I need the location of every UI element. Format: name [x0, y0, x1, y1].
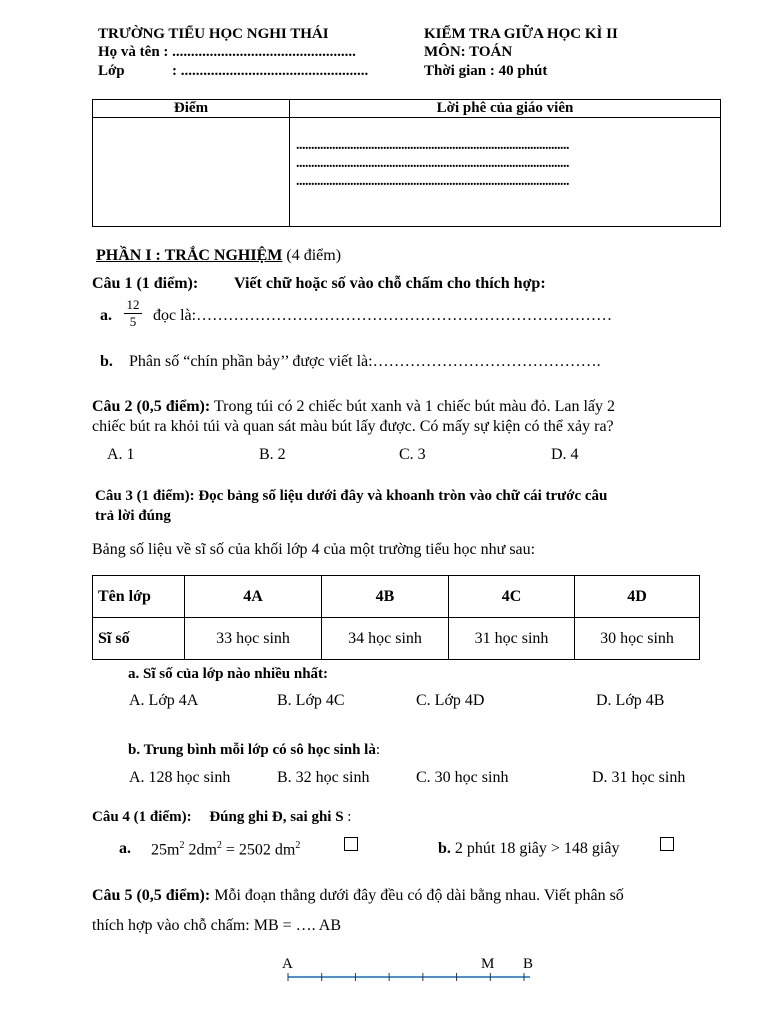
q2-text2: chiếc bút ra khỏi túi và quan sát màu bút lấy được. Có mấy sự kiện có thể xảy ra?: [92, 418, 614, 435]
table-cell: Tên lớp: [93, 576, 185, 618]
score-table: [92, 99, 721, 227]
q4-a-part1: 25m: [151, 841, 180, 859]
q3-b-option-d: D. 31 học sinh: [592, 769, 686, 786]
table-cell: 4A: [185, 576, 322, 618]
table-cell: 31 học sinh: [449, 618, 575, 660]
q4-b-label: b.: [438, 840, 451, 857]
q4-a-label: a.: [119, 840, 131, 857]
class-label: Lớp: [98, 63, 125, 79]
subject: MÔN: TOÁN: [424, 44, 513, 60]
q4-heading: [92, 809, 351, 826]
q2-option-d: D. 4: [551, 446, 579, 463]
q2-label: Câu 2 (0,5 điểm):: [92, 398, 211, 415]
point-label-b: B: [523, 956, 534, 972]
q4-label: Câu 4 (1 điểm):: [92, 809, 192, 825]
q4-a-statement: [151, 840, 300, 859]
table-row: [93, 576, 700, 618]
q4-a-part2: 2dm: [184, 841, 217, 859]
q1-a-text: đọc là:……………………………………………………………………: [153, 307, 613, 324]
q5-line1: [92, 887, 624, 905]
class-dots: : ..................................................: [172, 63, 369, 79]
superscript: 2: [179, 840, 185, 851]
q1-label: Câu 1 (1 điểm):: [92, 275, 199, 292]
table-cell: 4D: [575, 576, 700, 618]
q1-b-label: b.: [100, 353, 113, 370]
q1-a-fraction: [124, 298, 142, 329]
table-cell: 4C: [449, 576, 575, 618]
q3-b-question: b. Trung bình mỗi lớp có sô học sinh là: [128, 742, 376, 758]
q4-b-statement: [438, 840, 619, 858]
q2-option-b: B. 2: [259, 446, 286, 463]
q1-prompt: Viết chữ hoặc số vào chỗ chấm cho thích hợp:: [234, 275, 546, 292]
comment-dot-line: ...........................................................................................: [296, 174, 569, 189]
q3-line1: Câu 3 (1 điểm): Đọc bảng số liệu dưới đây và khoanh tròn vào chữ cái trước câu: [95, 488, 608, 504]
q3-a-option-b: B. Lớp 4C: [277, 692, 345, 709]
q3-b-colon: :: [375, 742, 381, 758]
q3-line2: trả lời đúng: [95, 508, 171, 524]
q5-text1: Mỗi đoạn thẳng dưới đây đều có độ dài bằng nhau. Viết phân số: [210, 887, 624, 904]
point-label-m: M: [481, 956, 495, 972]
q2-text1: Trong túi có 2 chiếc bút xanh và 1 chiếc bút màu đỏ. Lan lấy 2: [213, 398, 616, 415]
class-size-table: [92, 575, 700, 660]
q5-text2: thích hợp vào chỗ chấm: MB = …. AB: [92, 917, 342, 934]
table-cell: 33 học sinh: [185, 618, 322, 660]
q3-a-option-d: D. Lớp 4B: [596, 692, 665, 709]
part1-heading: [96, 247, 341, 265]
q3-b-option-c: C. 30 học sinh: [416, 769, 509, 786]
fraction-numerator: 12: [126, 297, 140, 312]
q3-b-heading: [128, 742, 380, 759]
table-cell: 30 học sinh: [575, 618, 700, 660]
q4-a-answer-box[interactable]: [344, 837, 358, 851]
part1-title: PHẦN I : TRẮC NGHIỆM: [96, 247, 283, 264]
q2-line1: [92, 398, 615, 416]
q3-b-option-a: A. 128 học sinh: [129, 769, 231, 786]
fraction-denominator: 5: [129, 314, 137, 329]
point-label-a: A: [282, 956, 293, 972]
q4-colon: :: [343, 809, 352, 825]
q5-label: Câu 5 (0,5 điểm):: [92, 887, 211, 904]
school-name: TRƯỜNG TIỂU HỌC NGHI THÁI: [98, 26, 329, 42]
score-header: Điểm: [173, 100, 209, 116]
table-row: [93, 618, 700, 660]
comment-dot-line: ...........................................................................................: [296, 156, 569, 171]
table-cell: 4B: [322, 576, 449, 618]
comment-dot-line: ...........................................................................................: [296, 138, 569, 153]
q1-a-label: a.: [100, 307, 112, 324]
q3-a-option-a: A. Lớp 4A: [129, 692, 199, 709]
comment-header: Lời phê của giáo viên: [436, 100, 574, 116]
q2-option-c: C. 3: [399, 446, 426, 463]
superscript: 2: [295, 840, 301, 851]
q3-a-option-c: C. Lớp 4D: [416, 692, 485, 709]
exam-time: Thời gian : 40 phút: [424, 63, 548, 79]
superscript: 2: [216, 840, 222, 851]
q4-a-part3: = 2502 dm: [221, 841, 296, 859]
q4-b-text: 2 phút 18 giây > 148 giây: [450, 840, 620, 857]
exam-title: KIỂM TRA GIỮA HỌC KÌ II: [424, 26, 618, 42]
q2-option-a: A. 1: [107, 446, 135, 463]
q1-b-text: Phân số “chín phần bảy’’ được viết là:…………………………………….: [129, 353, 601, 370]
segment-diagram: [280, 968, 540, 988]
q3-a-question: a. Sĩ số của lớp nào nhiều nhất:: [128, 666, 329, 682]
q3-intro: Bảng số liệu về sĩ số của khối lớp 4 của một trường tiểu học như sau:: [92, 541, 536, 558]
part1-points: (4 điểm): [286, 247, 342, 264]
table-cell: 34 học sinh: [322, 618, 449, 660]
q4-b-answer-box[interactable]: [660, 837, 674, 851]
table-cell: Sĩ số: [93, 618, 185, 660]
q4-prompt: Đúng ghi Đ, sai ghi S: [209, 809, 344, 825]
q3-b-option-b: B. 32 học sinh: [277, 769, 370, 786]
student-name-line: Họ và tên : .................................................: [98, 44, 356, 60]
